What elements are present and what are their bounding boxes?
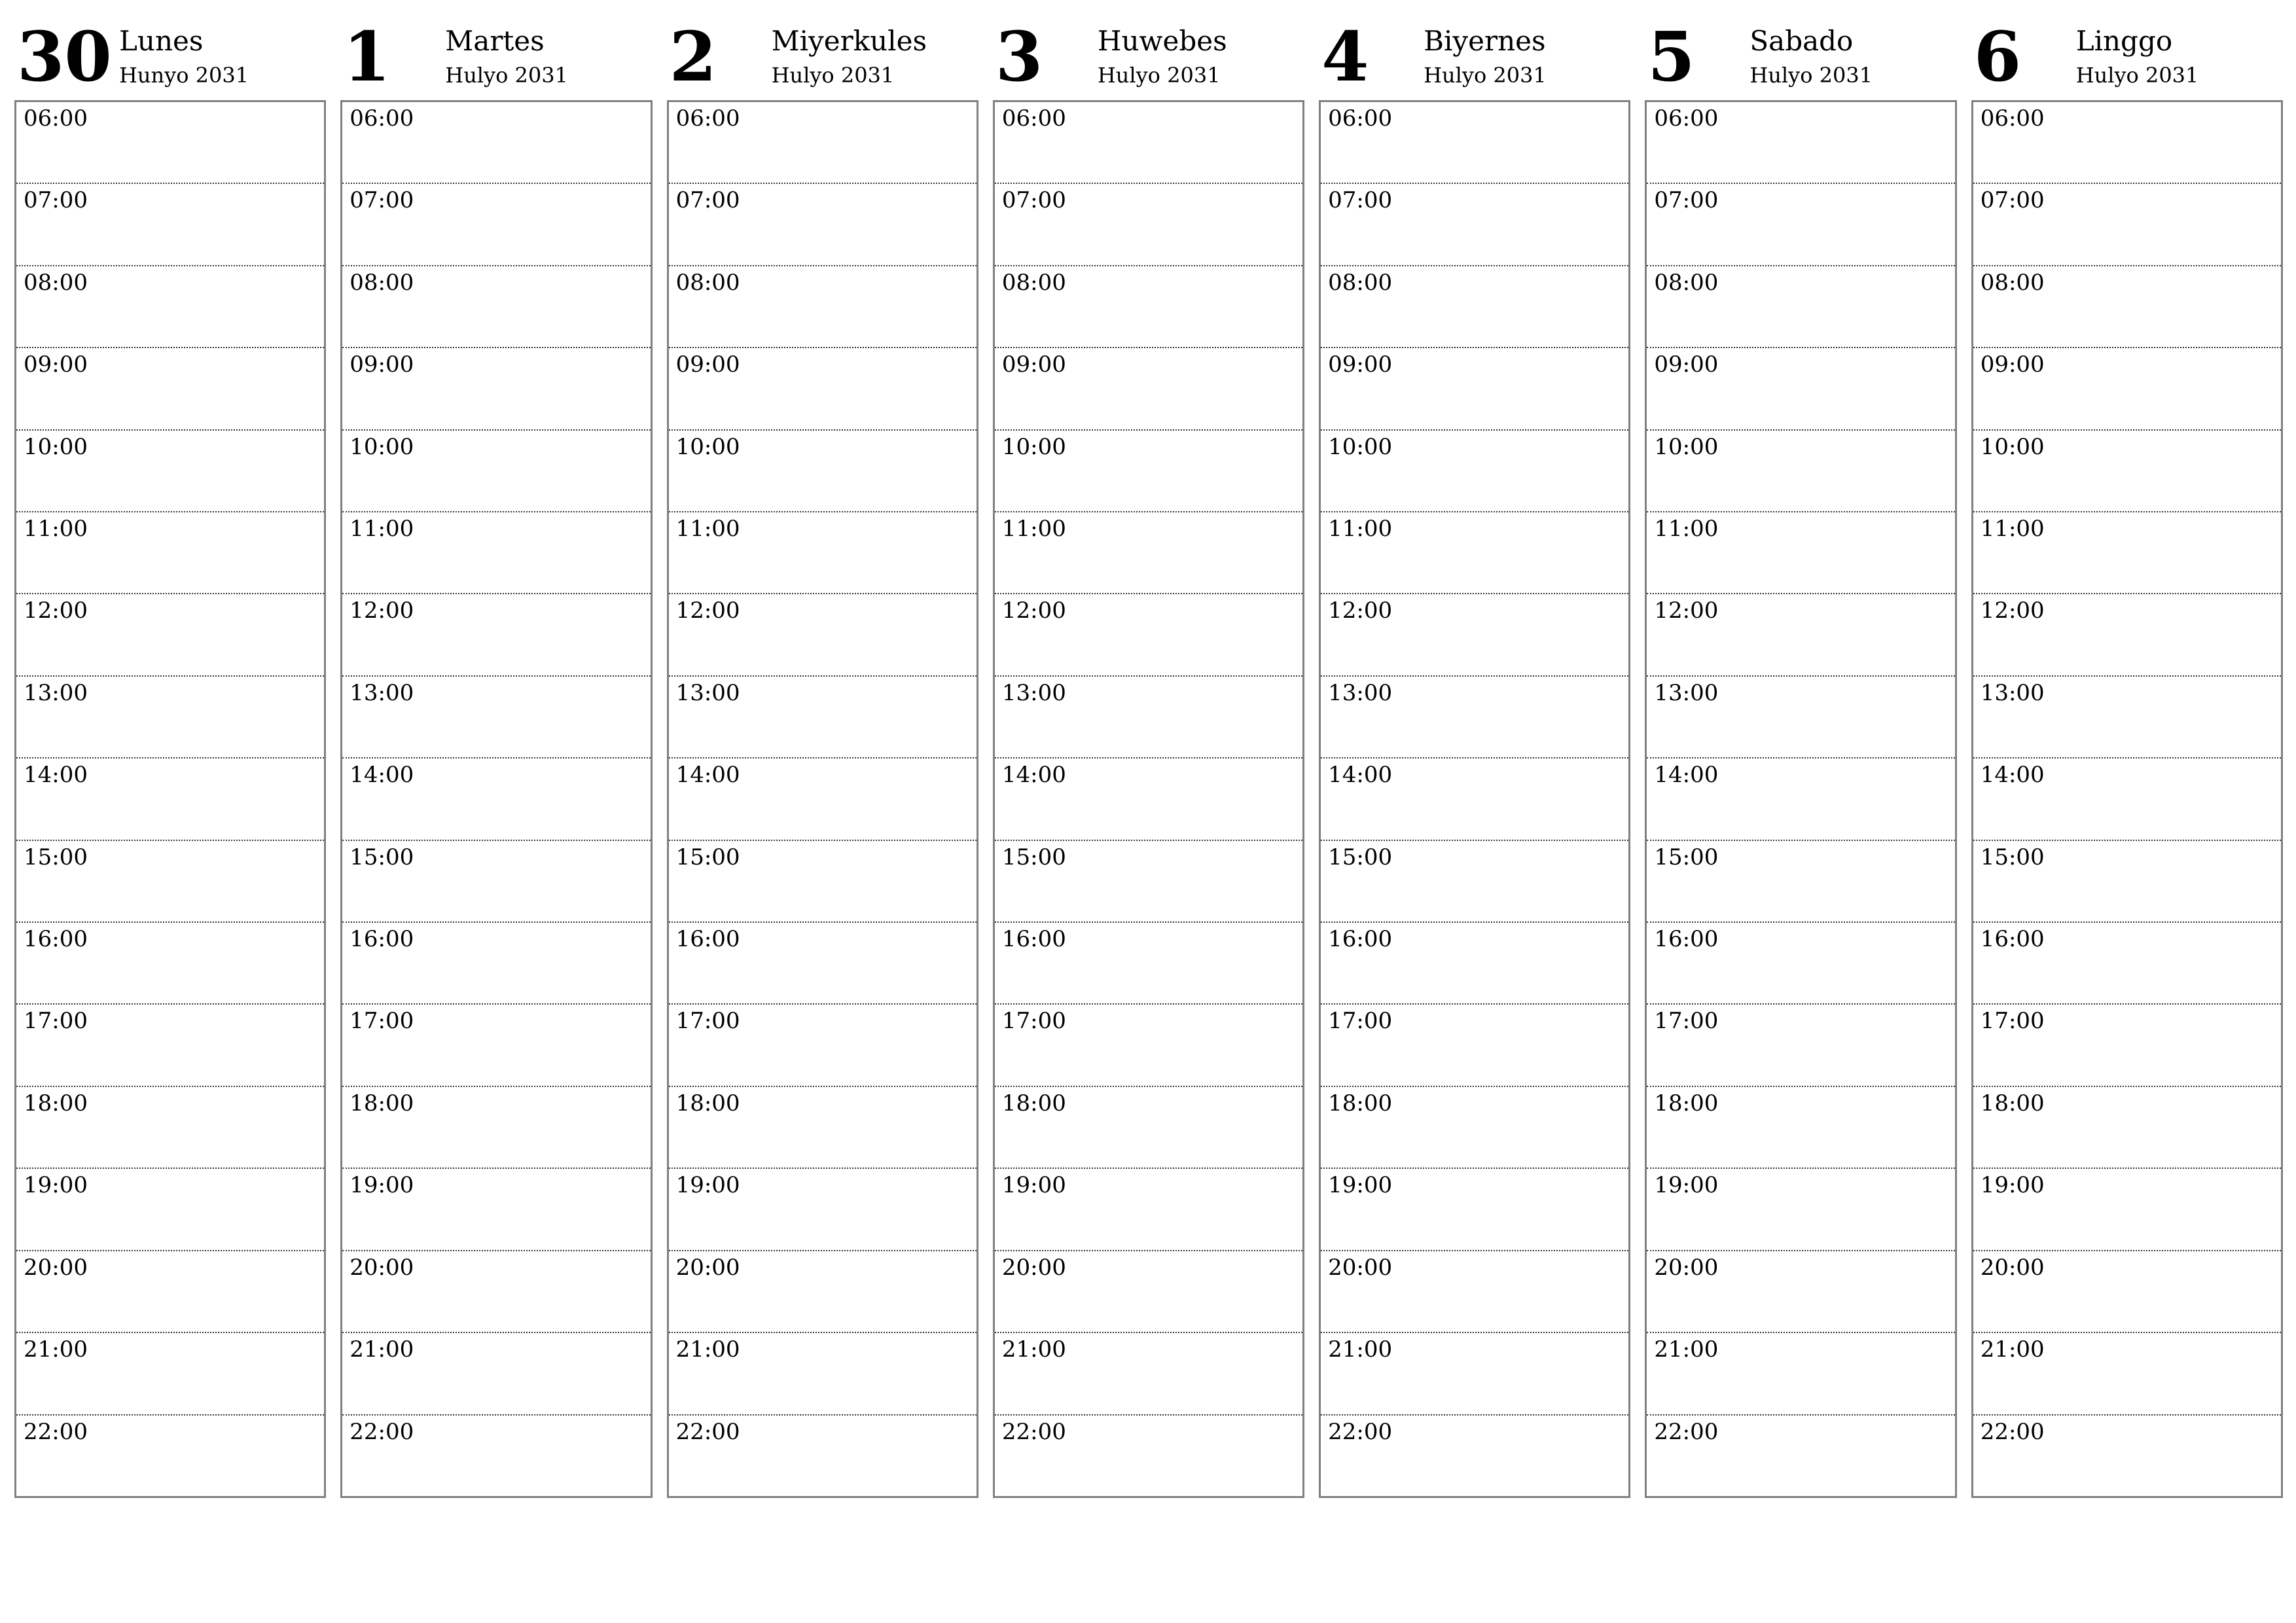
time-label: 15:00 xyxy=(1654,844,1719,870)
time-slot xyxy=(342,512,650,594)
time-label: 06:00 xyxy=(1328,105,1393,132)
time-label: 22:00 xyxy=(1001,1418,1066,1445)
day-name: Biyernes xyxy=(1424,25,1546,57)
time-slot xyxy=(1973,431,2281,512)
time-slot xyxy=(16,348,324,430)
time-label: 21:00 xyxy=(1328,1336,1393,1363)
time-label: 07:00 xyxy=(1980,187,2045,214)
time-label: 15:00 xyxy=(1328,844,1393,870)
time-label: 14:00 xyxy=(1328,762,1393,789)
time-slot xyxy=(669,1087,977,1169)
time-label: 11:00 xyxy=(1980,516,2045,543)
time-label: 18:00 xyxy=(24,1090,88,1116)
time-slot xyxy=(342,1169,650,1251)
time-slot xyxy=(1647,431,1954,512)
time-slot xyxy=(16,1416,324,1496)
time-label: 20:00 xyxy=(24,1254,88,1281)
time-slot xyxy=(1321,1087,1628,1169)
time-slot xyxy=(1973,758,2281,840)
time-slot xyxy=(669,758,977,840)
time-label: 22:00 xyxy=(350,1418,414,1445)
time-label: 20:00 xyxy=(1328,1254,1393,1281)
time-label: 12:00 xyxy=(675,597,740,624)
time-label: 09:00 xyxy=(1654,351,1719,378)
day-schedule-box xyxy=(340,100,652,1498)
time-slot xyxy=(1973,677,2281,758)
time-label: 14:00 xyxy=(1654,762,1719,789)
time-label: 18:00 xyxy=(1328,1090,1393,1116)
day-name: Sabado xyxy=(1749,25,1854,57)
time-label: 22:00 xyxy=(24,1418,88,1445)
weekly-planner xyxy=(14,0,2283,1499)
time-label: 17:00 xyxy=(1328,1008,1393,1035)
time-label: 13:00 xyxy=(1328,679,1393,706)
time-label: 07:00 xyxy=(350,187,414,214)
time-label: 16:00 xyxy=(24,926,88,953)
time-slot xyxy=(1321,1333,1628,1415)
time-label: 13:00 xyxy=(350,679,414,706)
time-slot xyxy=(995,677,1302,758)
time-slot xyxy=(669,512,977,594)
time-label: 10:00 xyxy=(1980,433,2045,460)
time-slot xyxy=(1647,266,1954,348)
day-number: 2 xyxy=(669,16,717,97)
time-label: 21:00 xyxy=(1980,1336,2045,1363)
day-month-year: Hulyo 2031 xyxy=(1749,63,1873,88)
time-label: 14:00 xyxy=(1001,762,1066,789)
time-label: 14:00 xyxy=(1980,762,2045,789)
time-label: 16:00 xyxy=(1001,926,1066,953)
time-slot xyxy=(16,1251,324,1333)
time-slot xyxy=(669,594,977,676)
time-slot xyxy=(16,677,324,758)
time-label: 07:00 xyxy=(1328,187,1393,214)
time-slot xyxy=(16,1087,324,1169)
time-slot xyxy=(1647,758,1954,840)
time-label: 09:00 xyxy=(675,351,740,378)
time-slot xyxy=(16,1169,324,1251)
time-label: 17:00 xyxy=(1001,1008,1066,1035)
time-label: 17:00 xyxy=(24,1008,88,1035)
time-label: 18:00 xyxy=(1001,1090,1066,1116)
time-slot xyxy=(342,348,650,430)
time-slot xyxy=(16,266,324,348)
day-header xyxy=(993,0,1304,100)
day-number: 6 xyxy=(1973,16,2022,97)
time-label: 12:00 xyxy=(1980,597,2045,624)
time-slot xyxy=(669,184,977,266)
day-schedule-box xyxy=(1645,100,1956,1498)
time-label: 13:00 xyxy=(1654,679,1719,706)
day-name: Lunes xyxy=(119,25,204,57)
time-label: 17:00 xyxy=(1980,1008,2045,1035)
time-label: 21:00 xyxy=(1001,1336,1066,1363)
time-label: 21:00 xyxy=(1654,1336,1719,1363)
time-slot xyxy=(1973,841,2281,923)
time-slot xyxy=(1647,512,1954,594)
time-slot xyxy=(995,1169,1302,1251)
time-label: 12:00 xyxy=(1001,597,1066,624)
time-slot xyxy=(1647,1416,1954,1496)
day-month-year: Hulyo 2031 xyxy=(2075,63,2199,88)
time-slot xyxy=(1321,266,1628,348)
time-label: 16:00 xyxy=(675,926,740,953)
time-label: 18:00 xyxy=(1654,1090,1719,1116)
time-label: 21:00 xyxy=(24,1336,88,1363)
time-label: 15:00 xyxy=(675,844,740,870)
time-label: 19:00 xyxy=(350,1172,414,1199)
time-label: 13:00 xyxy=(1001,679,1066,706)
time-slot xyxy=(16,758,324,840)
time-label: 08:00 xyxy=(1980,269,2045,296)
time-label: 06:00 xyxy=(24,105,88,132)
time-label: 18:00 xyxy=(1980,1090,2045,1116)
time-slot xyxy=(995,431,1302,512)
time-slot xyxy=(995,184,1302,266)
time-label: 14:00 xyxy=(675,762,740,789)
time-slot xyxy=(1647,677,1954,758)
time-label: 09:00 xyxy=(350,351,414,378)
time-slot xyxy=(995,1333,1302,1415)
time-label: 17:00 xyxy=(675,1008,740,1035)
time-label: 08:00 xyxy=(1328,269,1393,296)
time-label: 21:00 xyxy=(675,1336,740,1363)
time-label: 20:00 xyxy=(350,1254,414,1281)
day-schedule-box xyxy=(1319,100,1630,1498)
time-slot xyxy=(1321,758,1628,840)
time-slot xyxy=(995,841,1302,923)
time-label: 16:00 xyxy=(1980,926,2045,953)
time-label: 11:00 xyxy=(1328,516,1393,543)
time-label: 12:00 xyxy=(24,597,88,624)
day-number: 5 xyxy=(1647,16,1695,97)
time-slot xyxy=(342,1416,650,1496)
time-slot xyxy=(16,512,324,594)
time-label: 12:00 xyxy=(350,597,414,624)
time-label: 13:00 xyxy=(24,679,88,706)
time-label: 17:00 xyxy=(350,1008,414,1035)
time-slot xyxy=(1321,348,1628,430)
day-number: 3 xyxy=(995,16,1043,97)
time-label: 09:00 xyxy=(1980,351,2045,378)
time-slot xyxy=(669,1251,977,1333)
time-slot xyxy=(16,184,324,266)
time-label: 09:00 xyxy=(1328,351,1393,378)
time-label: 19:00 xyxy=(24,1172,88,1199)
time-slot xyxy=(1973,594,2281,676)
time-slot xyxy=(342,677,650,758)
time-slot xyxy=(342,266,650,348)
time-slot xyxy=(1973,184,2281,266)
time-label: 10:00 xyxy=(1328,433,1393,460)
day-number: 4 xyxy=(1321,16,1369,97)
time-slot xyxy=(1647,1333,1954,1415)
time-slot xyxy=(342,758,650,840)
time-slot xyxy=(1647,102,1954,184)
day-month-year: Hulyo 2031 xyxy=(1424,63,1547,88)
time-label: 11:00 xyxy=(350,516,414,543)
time-label: 15:00 xyxy=(1001,844,1066,870)
time-slot xyxy=(669,1169,977,1251)
time-slot xyxy=(1647,594,1954,676)
day-column xyxy=(667,0,978,1499)
time-label: 13:00 xyxy=(675,679,740,706)
day-name: Miyerkules xyxy=(771,25,927,57)
time-label: 06:00 xyxy=(350,105,414,132)
time-slot xyxy=(1321,1416,1628,1496)
time-label: 07:00 xyxy=(1001,187,1066,214)
day-column xyxy=(993,0,1304,1499)
day-column xyxy=(1645,0,1956,1499)
time-slot xyxy=(16,841,324,923)
time-label: 07:00 xyxy=(675,187,740,214)
time-label: 08:00 xyxy=(675,269,740,296)
day-header xyxy=(1319,0,1630,100)
time-slot xyxy=(669,677,977,758)
time-label: 15:00 xyxy=(1980,844,2045,870)
time-label: 12:00 xyxy=(1654,597,1719,624)
time-label: 06:00 xyxy=(675,105,740,132)
time-label: 20:00 xyxy=(1980,1254,2045,1281)
time-slot xyxy=(669,1333,977,1415)
time-slot xyxy=(342,594,650,676)
time-slot xyxy=(669,923,977,1005)
time-slot xyxy=(1973,1005,2281,1086)
time-slot xyxy=(669,1416,977,1496)
day-schedule-box xyxy=(14,100,326,1498)
time-label: 20:00 xyxy=(675,1254,740,1281)
time-label: 08:00 xyxy=(24,269,88,296)
time-label: 10:00 xyxy=(675,433,740,460)
day-header xyxy=(1645,0,1956,100)
time-slot xyxy=(995,266,1302,348)
time-slot xyxy=(16,431,324,512)
time-slot xyxy=(1973,923,2281,1005)
time-slot xyxy=(342,1333,650,1415)
time-slot xyxy=(995,102,1302,184)
time-label: 17:00 xyxy=(1654,1008,1719,1035)
time-label: 11:00 xyxy=(24,516,88,543)
time-slot xyxy=(1973,512,2281,594)
time-label: 08:00 xyxy=(350,269,414,296)
time-label: 07:00 xyxy=(1654,187,1719,214)
time-slot xyxy=(1973,348,2281,430)
time-label: 13:00 xyxy=(1980,679,2045,706)
time-label: 08:00 xyxy=(1654,269,1719,296)
time-slot xyxy=(1647,923,1954,1005)
time-slot xyxy=(1321,923,1628,1005)
time-slot xyxy=(669,1005,977,1086)
time-slot xyxy=(16,1333,324,1415)
time-slot xyxy=(1647,184,1954,266)
time-slot xyxy=(1321,1251,1628,1333)
time-slot xyxy=(342,1087,650,1169)
day-name: Linggo xyxy=(2075,25,2173,57)
time-label: 15:00 xyxy=(350,844,414,870)
time-label: 11:00 xyxy=(1001,516,1066,543)
time-slot xyxy=(1647,1251,1954,1333)
time-slot xyxy=(1973,1333,2281,1415)
time-slot xyxy=(1647,1087,1954,1169)
time-label: 11:00 xyxy=(1654,516,1719,543)
time-label: 22:00 xyxy=(675,1418,740,1445)
time-slot xyxy=(342,184,650,266)
time-slot xyxy=(1321,1169,1628,1251)
time-slot xyxy=(669,348,977,430)
day-column xyxy=(14,0,326,1499)
time-label: 06:00 xyxy=(1980,105,2045,132)
time-slot xyxy=(995,512,1302,594)
day-schedule-box xyxy=(667,100,978,1498)
day-column xyxy=(1319,0,1630,1499)
time-slot xyxy=(669,431,977,512)
time-slot xyxy=(16,102,324,184)
time-slot xyxy=(1321,841,1628,923)
time-label: 09:00 xyxy=(24,351,88,378)
time-slot xyxy=(995,1251,1302,1333)
day-name: Martes xyxy=(445,25,545,57)
time-label: 10:00 xyxy=(24,433,88,460)
time-slot xyxy=(1973,1416,2281,1496)
day-header xyxy=(1971,0,2283,100)
time-slot xyxy=(16,923,324,1005)
time-slot xyxy=(342,102,650,184)
day-month-year: Hulyo 2031 xyxy=(1097,63,1221,88)
time-slot xyxy=(342,1251,650,1333)
time-label: 19:00 xyxy=(675,1172,740,1199)
time-slot xyxy=(995,1087,1302,1169)
time-slot xyxy=(1321,1005,1628,1086)
time-slot xyxy=(16,594,324,676)
time-label: 19:00 xyxy=(1654,1172,1719,1199)
time-label: 10:00 xyxy=(1001,433,1066,460)
time-slot xyxy=(342,1005,650,1086)
time-slot xyxy=(1647,841,1954,923)
time-label: 10:00 xyxy=(350,433,414,460)
day-header xyxy=(667,0,978,100)
time-label: 19:00 xyxy=(1328,1172,1393,1199)
day-number: 1 xyxy=(343,16,391,97)
time-slot xyxy=(995,1416,1302,1496)
day-month-year: Hulyo 2031 xyxy=(771,63,895,88)
day-schedule-box xyxy=(1971,100,2283,1498)
time-label: 16:00 xyxy=(350,926,414,953)
time-slot xyxy=(995,1005,1302,1086)
time-label: 14:00 xyxy=(24,762,88,789)
time-label: 11:00 xyxy=(675,516,740,543)
time-label: 22:00 xyxy=(1654,1418,1719,1445)
time-label: 19:00 xyxy=(1001,1172,1066,1199)
time-label: 16:00 xyxy=(1328,926,1393,953)
day-header xyxy=(340,0,652,100)
time-label: 06:00 xyxy=(1654,105,1719,132)
time-label: 22:00 xyxy=(1980,1418,2045,1445)
time-label: 18:00 xyxy=(350,1090,414,1116)
time-label: 14:00 xyxy=(350,762,414,789)
time-slot xyxy=(1321,184,1628,266)
time-slot xyxy=(995,348,1302,430)
time-slot xyxy=(1973,266,2281,348)
time-slot xyxy=(1973,1251,2281,1333)
time-slot xyxy=(1647,1169,1954,1251)
time-label: 06:00 xyxy=(1001,105,1066,132)
time-slot xyxy=(342,841,650,923)
time-label: 10:00 xyxy=(1654,433,1719,460)
time-slot xyxy=(1973,1087,2281,1169)
time-slot xyxy=(669,102,977,184)
time-slot xyxy=(1973,1169,2281,1251)
time-label: 20:00 xyxy=(1001,1254,1066,1281)
time-slot xyxy=(1321,594,1628,676)
day-header xyxy=(14,0,326,100)
time-slot xyxy=(995,758,1302,840)
time-slot xyxy=(669,841,977,923)
time-label: 16:00 xyxy=(1654,926,1719,953)
time-slot xyxy=(669,266,977,348)
time-slot xyxy=(342,923,650,1005)
time-slot xyxy=(16,1005,324,1086)
day-column xyxy=(340,0,652,1499)
time-slot xyxy=(1321,102,1628,184)
time-label: 22:00 xyxy=(1328,1418,1393,1445)
time-slot xyxy=(1647,348,1954,430)
day-column xyxy=(1971,0,2283,1499)
time-label: 21:00 xyxy=(350,1336,414,1363)
time-label: 18:00 xyxy=(675,1090,740,1116)
time-label: 20:00 xyxy=(1654,1254,1719,1281)
time-label: 19:00 xyxy=(1980,1172,2045,1199)
time-label: 09:00 xyxy=(1001,351,1066,378)
time-slot xyxy=(1321,431,1628,512)
day-month-year: Hunyo 2031 xyxy=(119,63,249,88)
time-label: 07:00 xyxy=(24,187,88,214)
time-slot xyxy=(1321,677,1628,758)
time-slot xyxy=(1647,1005,1954,1086)
day-month-year: Hulyo 2031 xyxy=(445,63,568,88)
time-slot xyxy=(342,431,650,512)
time-slot xyxy=(1321,512,1628,594)
time-slot xyxy=(995,594,1302,676)
day-number: 30 xyxy=(17,16,112,97)
time-label: 12:00 xyxy=(1328,597,1393,624)
time-slot xyxy=(1973,102,2281,184)
time-label: 08:00 xyxy=(1001,269,1066,296)
day-name: Huwebes xyxy=(1097,25,1227,57)
time-slot xyxy=(995,923,1302,1005)
day-schedule-box xyxy=(993,100,1304,1498)
time-label: 15:00 xyxy=(24,844,88,870)
